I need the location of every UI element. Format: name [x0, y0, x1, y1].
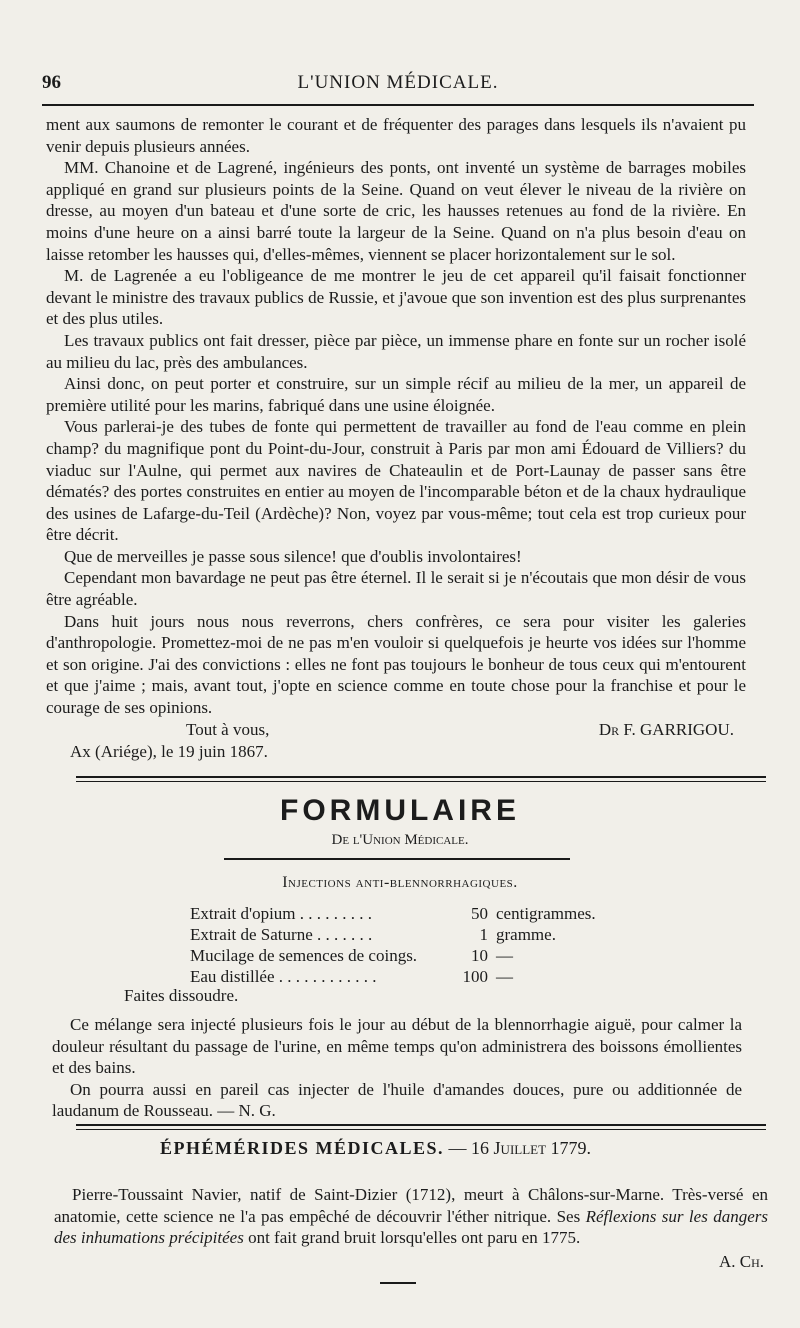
ephemerides-paragraph: [54, 1184, 768, 1249]
section-divider: [76, 776, 766, 782]
section-divider: [76, 1124, 766, 1130]
ephemerides-italic-title: Réflexions sur les dangers des inhumations précipitées: [54, 1206, 768, 1248]
ephemerides-body: [54, 1184, 768, 1249]
formulaire-subtitle: De l'Union Médicale.: [331, 832, 469, 848]
ingredient-name: Extrait de Saturne . . . . . . .: [190, 925, 373, 944]
ingredient-name: Mucilage de semences de coings.: [190, 946, 418, 965]
ingredient-name: Extrait d'opium . . . . . . . . .: [190, 904, 373, 923]
header-rule: [42, 104, 754, 106]
ingredient-name: Eau distillée . . . . . . . . . . . .: [190, 967, 377, 986]
ingredient-unit: —: [496, 967, 513, 986]
ingredient-unit: —: [496, 946, 513, 965]
letter-paragraph: M. de Lagrenée a eu l'obligeance de me montrer le jeu de cet appareil qu'il faisait fonctionner devant le ministre des travaux publics de Russie, et j'avoue que son invention est des plus surprenantes et des plus utiles.: [46, 266, 746, 329]
letter-paragraph: Dans huit jours nous nous reverrons, chers confrères, ce sera pour visiter les galeries d'anthropologie. Promettez-moi de ne pas m'en vouloir si quelquefois je heurte vos idées sur l'homme et son origine. J'ai des convictions : elles ne font pas toujours le bonheur de tous ceux qui m'entourent et que j'aime ; mais, avant tout, j'opte en science comme en toute chose pour la franchise et pour le courage de ses opinions.: [46, 611, 746, 718]
letter-paragraph: MM. Chanoine et de Lagrené, ingénieurs des ponts, ont inventé un système de barrages mobiles appliqué en grand sur plusieurs points de la Seine. Quand on veut élever le niveau de la rivière on dresse, au moyen d'un bateau et d'une sorte de cric, les hausses retenues au fond de la rivière. En moins d'une heure on a ainsi barré toute la largeur de la Seine. Quand on n'a plus besoin d'eau on laisse retomber les hausses qui, d'elles-mêmes, viennent se placer horizontalement sur le sol.: [46, 158, 746, 264]
page-number: 96: [42, 72, 61, 93]
ingredient-unit: centigrammes.: [496, 904, 596, 923]
letter-paragraph: Vous parlerai-je des tubes de fonte qui permettent de travailler au fond de l'eau comme en plein champ? du magnifique pont du Point-du-Jour, construit à Paris par mon ami Édouard de Villiers? du viaduc sur l'Aulne, qui permet aux navires de Chateaulin et de Port-Launay de passer sans être dématés? des portes construites en entier au moyen de l'incomparable béton et de la chaux hydraulique des usines de Lafarge-du-Teil (Ardèche)? Non, voyez par vous-même; tout cela est trop curieux pour être décrit.: [46, 417, 746, 545]
formulaire-body: [52, 1014, 742, 1122]
ephemerides-text: Pierre-Toussaint Navier, natif de Saint-Dizier (1712), meurt à Châlons-sur-Marne. Très-versé en anatomie, cette science ne l'a pas empêché de découvrir l'éther nitrique. Ses: [54, 1185, 768, 1226]
author-signature: Dr F. GARRIGOU.: [598, 719, 734, 739]
letter-paragraph: Que de merveilles je passe sous silence! que d'oublis involontaires!: [64, 546, 522, 566]
formulaire-rule: [224, 858, 570, 860]
signature-line: [46, 719, 746, 741]
ingredient-qty: 1: [479, 925, 488, 944]
ephemerides-initials: A. Ch.: [718, 1252, 764, 1271]
letter-paragraph: Les travaux publics ont fait dresser, pièce par pièce, un immense phare en fonte sur un rocher isolé au milieu du lac, près des ambulances.: [46, 330, 746, 372]
letter-paragraph: Ainsi donc, on peut porter et construire, sur un simple récif au milieu de la mer, un appareil de première utilité pour les marins, fabriqué dans une usine éloignée.: [46, 374, 746, 415]
formulaire-title: FORMULAIRE: [280, 794, 520, 827]
letter-paragraph: Cependant mon bavardage ne peut pas être éternel. Il le serait si je n'écoutais que mon désir de vous être agréable.: [46, 568, 746, 610]
ingredient-qty: 10: [471, 946, 488, 965]
ephemerides-title: ÉPHÉMÉRIDES MÉDICALES.: [160, 1138, 445, 1158]
end-rule: [380, 1282, 416, 1284]
ephemerides-date: — 16 Juillet 1779.: [448, 1138, 592, 1158]
date-line: Ax (Ariége), le 19 juin 1867.: [70, 741, 268, 761]
ephemerides-heading: [160, 1138, 591, 1159]
closing-text: Tout à vous,: [186, 719, 270, 739]
ingredient-unit: gramme.: [496, 925, 556, 944]
journal-title: L'UNION MÉDICALE.: [297, 72, 499, 93]
ingredient-qty: 100: [462, 967, 488, 986]
letter-body: [46, 114, 746, 762]
page-header: [42, 72, 754, 100]
ephemerides-text-end: ont fait grand bruit lorsqu'elles ont paru en 1775.: [243, 1228, 581, 1248]
ingredient-qty: 50: [471, 904, 488, 923]
formulaire-paragraph: Ce mélange sera injecté plusieurs fois le jour au début de la blennorrhagie aiguë, pour calmer la douleur résultant du passage de l'urine, en même temps qu'on administrera des boissons émollientes et des bains.: [52, 1015, 742, 1078]
formulaire-paragraph: On pourra aussi en pareil cas injecter de l'huile d'amandes douces, pure ou additionnée de laudanum de Rousseau. — N. G.: [52, 1079, 742, 1121]
letter-paragraph: ment aux saumons de remonter le courant et de fréquenter des parages dans lesquels ils n'avaient pu venir depuis plusieurs années.: [46, 115, 746, 156]
instruction-text: Faites dissoudre.: [124, 986, 239, 1005]
recipe-title: Injections anti-blennorrhagiques.: [282, 874, 518, 891]
